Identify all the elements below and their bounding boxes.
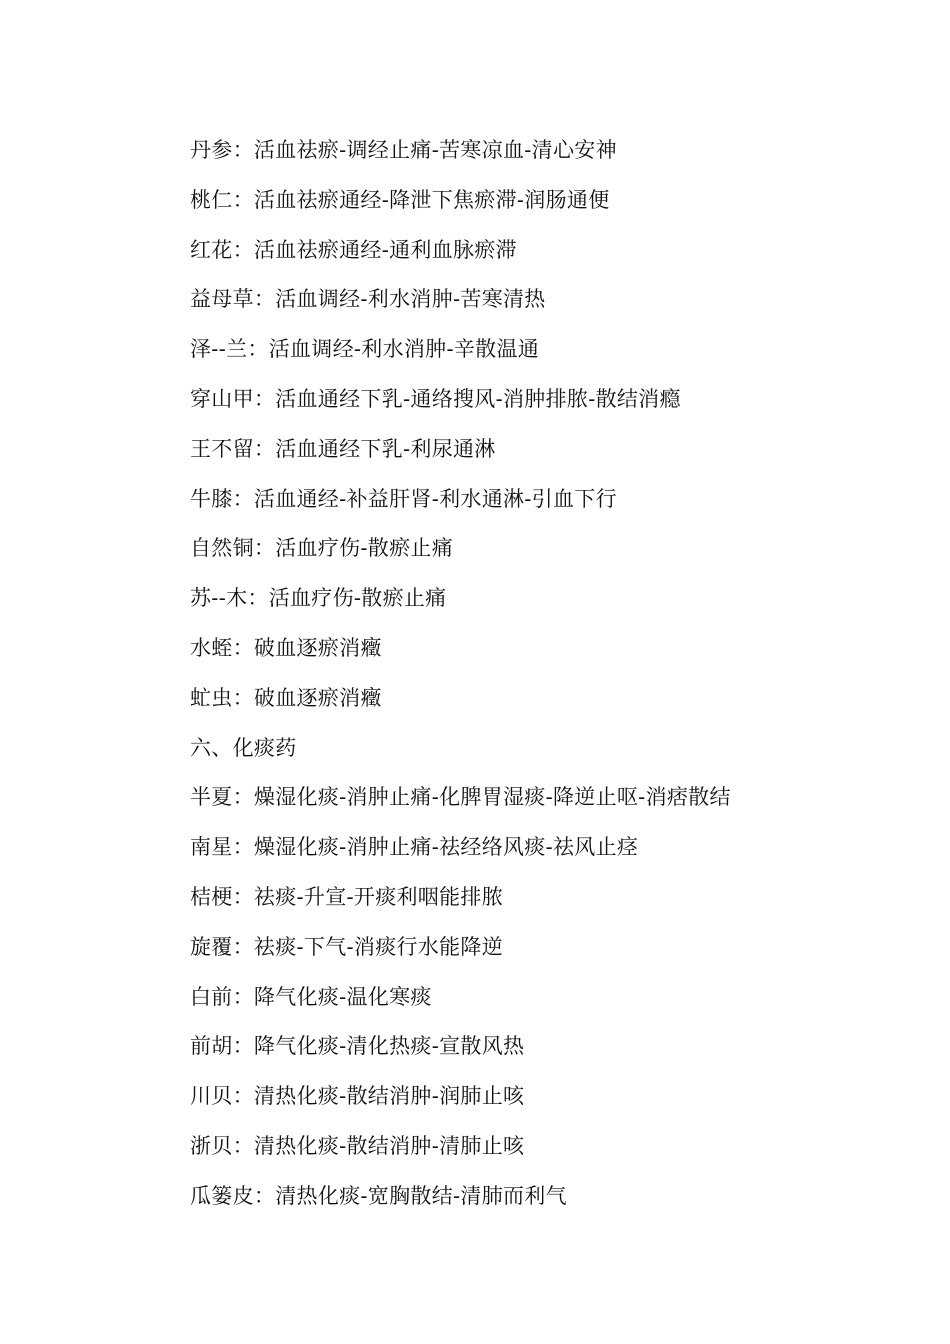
herb-entry-gualoupi: 瓜篓皮：清热化痰-宽胸散结-清肺而利气 bbox=[190, 1183, 567, 1208]
herb-entry-zelan: 泽--兰：活血调经-利水消肿-辛散温通 bbox=[190, 337, 540, 362]
herb-entry-chuanbei: 川贝：清热化痰-散结消肿-润肺止咳 bbox=[190, 1084, 525, 1109]
herb-entry-nanxing: 南星：燥湿化痰-消肿止痛-祛经络风痰-祛风止痉 bbox=[190, 835, 639, 860]
herb-entry-yimucao: 益母草：活血调经-利水消肿-苦寒清热 bbox=[190, 287, 546, 312]
herb-entry-banxia: 半夏：燥湿化痰-消肿止痛-化脾胃湿痰-降逆止呕-消痞散结 bbox=[190, 785, 731, 810]
section-heading: 六、化痰药 bbox=[190, 735, 297, 760]
herb-entry-chuanshanjia: 穿山甲：活血通经下乳-通络搜风-消肿排脓-散结消瘾 bbox=[190, 386, 681, 411]
herb-entry-niuxi: 牛膝：活血通经-补益肝肾-利水通淋-引血下行 bbox=[190, 486, 617, 511]
herb-entry-shuizhi: 水蛭：破血逐瘀消癥 bbox=[190, 635, 382, 660]
herb-entry-qianhu: 前胡：降气化痰-清化热痰-宣散风热 bbox=[190, 1034, 525, 1059]
herb-entry-honghua: 红花：活血祛瘀通经-通利血脉瘀滞 bbox=[190, 237, 517, 262]
herb-entry-mengchong: 虻虫：破血逐瘀消癥 bbox=[190, 685, 382, 710]
herb-entry-danshen: 丹参：活血祛瘀-调经止痛-苦寒凉血-清心安神 bbox=[190, 138, 617, 162]
herb-entry-xuanfu: 旋覆：祛痰-下气-消痰行水能降逆 bbox=[190, 934, 503, 959]
herb-list bbox=[190, 132, 890, 1228]
herb-entry-zirantong: 自然铜：活血疗伤-散瘀止痛 bbox=[190, 536, 453, 561]
herb-entry-jiegeng: 桔梗：祛痰-升宣-开痰利咽能排脓 bbox=[190, 884, 503, 909]
herb-entry-sumu: 苏--木：活血疗伤-散瘀止痛 bbox=[190, 586, 447, 611]
herb-entry-taoren: 桃仁：活血祛瘀通经-降泄下焦瘀滞-润肠通便 bbox=[190, 187, 610, 212]
herb-entry-baiqian: 白前：降气化痰-温化寒痰 bbox=[190, 984, 432, 1009]
herb-entry-zhebei: 浙贝：清热化痰-散结消肿-清肺止咳 bbox=[190, 1133, 525, 1158]
herb-entry-wangbuliu: 王不留：活血通经下乳-利尿通淋 bbox=[190, 436, 496, 461]
